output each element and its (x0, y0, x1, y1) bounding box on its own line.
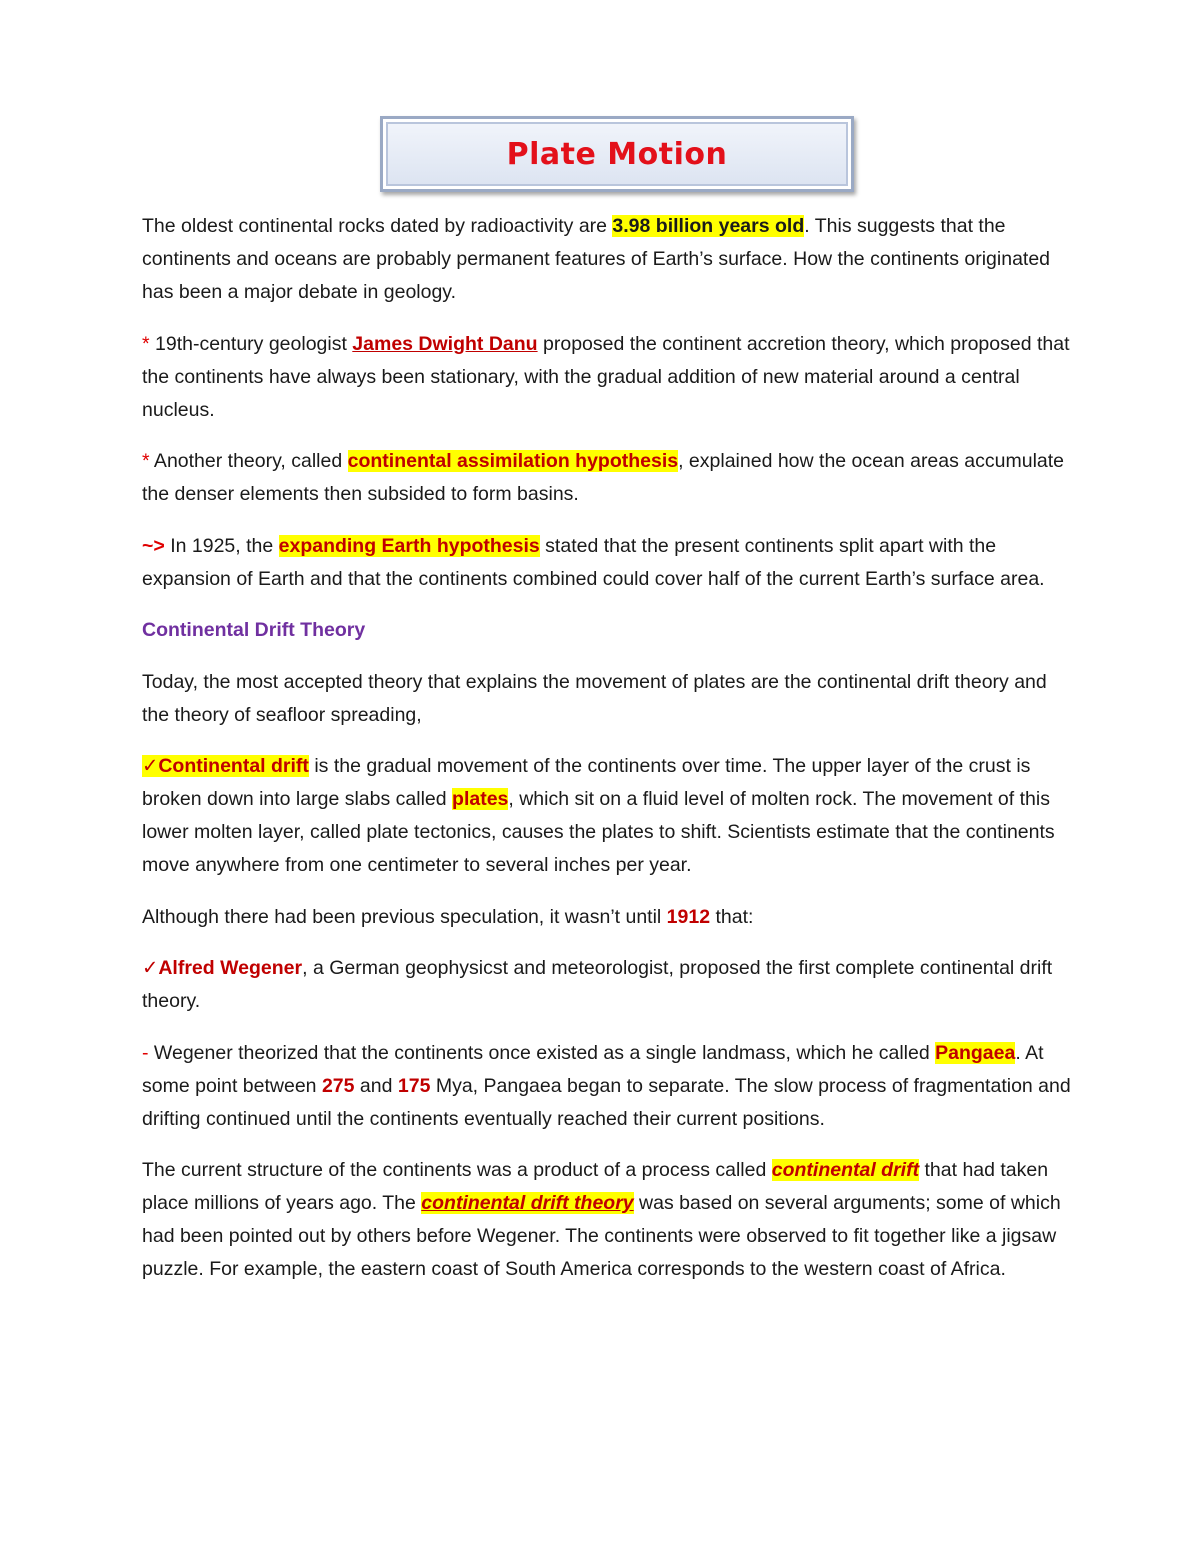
paragraph-oldest-rocks (142, 210, 1072, 309)
paragraph-assimilation (142, 445, 1072, 511)
text-run: The oldest continental rocks dated by radioactivity are (142, 215, 613, 237)
geologist-name: James Dwight Danu (352, 332, 538, 355)
arrow-marker: ~> (142, 534, 165, 557)
paragraph-accepted-theory: Today, the most accepted theory that explains the movement of plates are the continental drift theory and the theory of seafloor spreading, (142, 670, 1047, 726)
document-body (142, 210, 1072, 1305)
highlight-age: 3.98 billion years old (612, 215, 805, 237)
title-box (380, 116, 854, 192)
text-run: . This suggests that the continents and oceans are probably permanent features of Earth’s surface. How the continents originated has been a major debate in geology. (142, 215, 1051, 303)
text-run: proposed the continent accretion theory, which proposed that the continents have always been stationary, with the gradual addition of new material around a central nucleus. (142, 332, 1070, 421)
wegener-name: ✓Alfred Wegener (142, 957, 303, 979)
page-title: Plate Motion (506, 136, 728, 172)
text-run: , which sit on a fluid level of molten rock. The movement of this lower molten layer, called plate tectonics, causes the plates to shift. Scientists estimate that the continents move anywhere from one centimeter to several inches per year. (142, 788, 1055, 876)
text-run: In 1925, the (164, 534, 279, 557)
paragraph-expanding-earth (142, 530, 1072, 596)
highlight-term: ✓Continental drift (142, 755, 309, 777)
text-run: Another theory, called (149, 450, 348, 472)
highlight-term: expanding Earth hypothesis (278, 534, 540, 557)
section-heading: Continental Drift Theory (142, 619, 366, 641)
paragraph-continental-drift (142, 750, 1072, 882)
text-run: The current structure of the continents was a product of a process called (142, 1159, 772, 1181)
text-run: , explained how the ocean areas accumulate the denser elements then subsided to form basins. (142, 450, 1065, 505)
highlight-term: continental assimilation hypothesis (347, 450, 679, 472)
text-run: . At some point between (142, 1041, 1044, 1097)
bullet-marker: * (142, 332, 150, 355)
number-275: 275 (321, 1074, 355, 1097)
paragraph-wegener (142, 952, 1072, 1018)
text-run: Mya, Pangaea began to separate. The slow process of fragmentation and drifting continued until the continents eventually reached their current positions. (142, 1074, 1071, 1130)
text-run: was based on several arguments; some of which had been pointed out by others before Wegener. The continents were observed to fit together like a jigsaw puzzle. For example, the eastern coast of South America corresponds to the western coast of Africa. (142, 1192, 1061, 1280)
text-run: 19th-century geologist (149, 332, 353, 355)
paragraph-accretion (142, 328, 1072, 427)
year-1912: 1912 (666, 905, 711, 928)
text-run: that had taken place millions of years ago. The (142, 1159, 1049, 1214)
text-run: , a German geophysicst and meteorologist, proposed the first complete continental drift theory. (142, 957, 1053, 1012)
highlight-term: continental drift (771, 1159, 920, 1181)
text-run: is the gradual movement of the continents over time. The upper layer of the crust is broken down into large slabs called (142, 755, 1031, 810)
number-175: 175 (397, 1074, 431, 1097)
paragraph-1912 (142, 901, 1072, 934)
text-run: Although there had been previous speculation, it wasn’t until (142, 905, 667, 928)
text-run: and (354, 1074, 398, 1097)
bullet-marker: * (142, 450, 150, 472)
text-run: Wegener theorized that the continents once existed as a single landmass, which he called (148, 1041, 936, 1064)
highlight-term: continental drift theory (421, 1192, 634, 1214)
text-run: stated that the present continents split apart with the expansion of Earth and that the continents combined could cover half of the current Earth’s surface area. (142, 534, 1045, 590)
highlight-term: plates (452, 788, 509, 810)
text-run: that: (710, 905, 754, 928)
paragraph-pangaea (142, 1037, 1072, 1136)
highlight-term: Pangaea (935, 1041, 1016, 1064)
dash-marker: - (142, 1041, 149, 1064)
paragraph-current-structure (142, 1154, 1072, 1286)
